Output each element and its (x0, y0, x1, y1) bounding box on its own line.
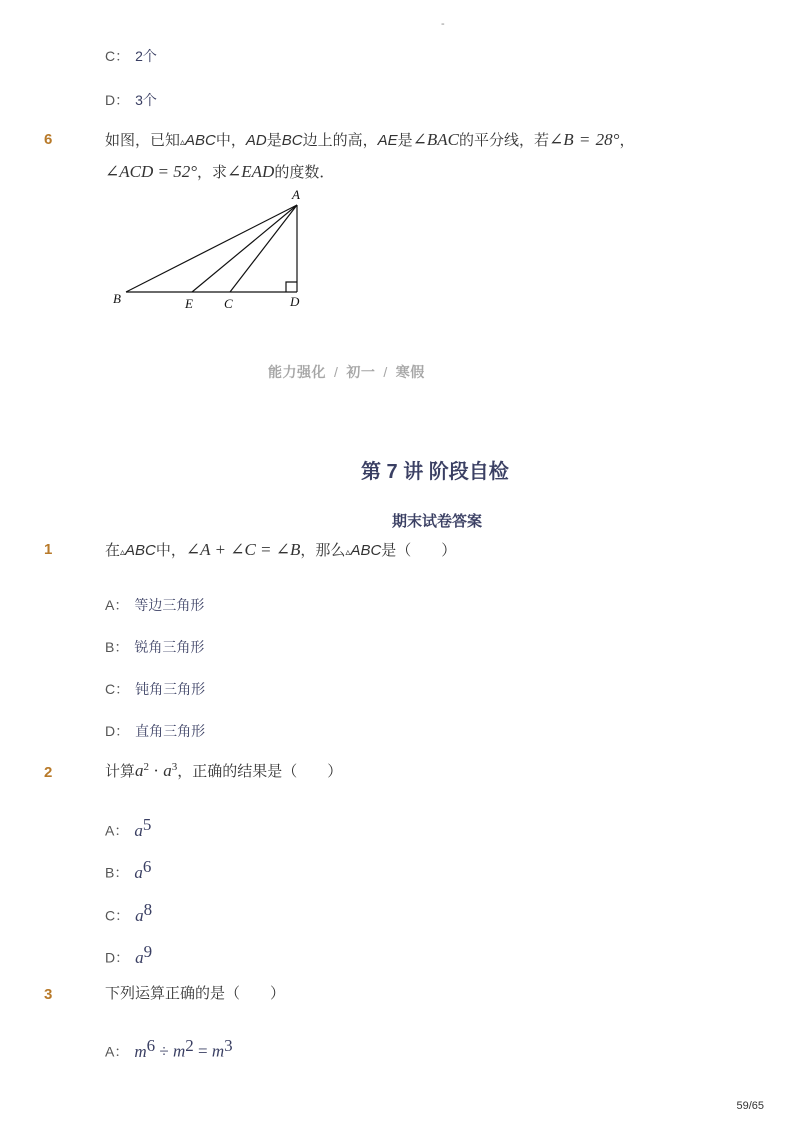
math-var: BC (281, 132, 303, 149)
math-var: AD (245, 132, 267, 149)
label-b: B (113, 291, 121, 306)
option-d (105, 721, 205, 741)
option-value: 2个 (135, 48, 157, 64)
text: 如图，已知 (105, 132, 181, 149)
option-key: A： (105, 1043, 129, 1060)
text: ， (619, 132, 635, 149)
text: 的度数． (274, 164, 335, 181)
math-expr: ∠BAC (412, 130, 460, 149)
label-d: D (290, 294, 300, 309)
option-key: A： (105, 597, 129, 613)
option-key: B： (105, 639, 129, 655)
question-6-line-1 (105, 131, 634, 148)
text: 是（ ） (381, 542, 457, 559)
option-c (105, 679, 205, 699)
math-var: m (172, 1041, 186, 1061)
exponent: 5 (142, 815, 152, 834)
math-var: ABC (350, 542, 382, 559)
question-number: 2 (44, 764, 53, 781)
math-expr: ∠ACD = 52° (105, 162, 198, 181)
text: 中， (215, 132, 246, 149)
exponent: 8 (143, 900, 153, 919)
text: 是 (397, 132, 413, 149)
triangle-symbol: ▵ (120, 547, 126, 558)
option-a (105, 595, 204, 615)
math-operator: = (193, 1041, 212, 1061)
option-value: 3个 (135, 92, 157, 108)
question-1-text (105, 541, 456, 558)
exponent: 9 (143, 942, 153, 961)
breadcrumb-item: 能力强化 (268, 364, 326, 380)
text: ，求 (197, 164, 228, 181)
text: 边上的高， (302, 132, 378, 149)
question-6-line-2 (105, 163, 334, 180)
option-key: D： (105, 92, 130, 108)
label-e: E (185, 296, 193, 311)
breadcrumb-separator: / (383, 364, 388, 380)
text: 是 (266, 132, 282, 149)
top-mark: - (441, 18, 445, 30)
option-key: D： (105, 723, 130, 739)
option-b (105, 637, 204, 657)
triangle-figure (110, 185, 320, 315)
triangle-symbol: ▵ (180, 137, 186, 148)
option-value: 直角三角形 (135, 723, 206, 739)
option-d (105, 942, 152, 968)
option-a (105, 1036, 233, 1062)
math-operator: · (149, 761, 164, 780)
math-expr: ∠B = 28° (549, 130, 620, 149)
question-2-text (105, 762, 342, 779)
exponent: 6 (142, 857, 152, 876)
question-number: 3 (44, 986, 53, 1003)
math-var: ABC (125, 542, 156, 559)
option-key: C： (105, 681, 130, 697)
option-b (105, 857, 151, 883)
option-key: D： (105, 949, 130, 966)
text: 计算 (105, 763, 136, 780)
math-var: a (135, 905, 144, 925)
math-expr: ∠A + ∠C = ∠B (185, 540, 301, 559)
text: 在 (105, 542, 121, 559)
option-key: A： (105, 822, 129, 839)
math-var: a (134, 862, 143, 882)
option-key: B： (105, 864, 129, 881)
breadcrumb-item: 初一 (346, 364, 376, 380)
option-value: 锐角三角形 (134, 639, 205, 655)
option-c-prev (105, 46, 157, 66)
page-number: 59/65 (736, 1100, 764, 1112)
option-value: 钝角三角形 (135, 681, 206, 697)
math-var: a (134, 820, 143, 840)
option-value: 等边三角形 (134, 597, 205, 613)
math-var: AE (377, 132, 398, 149)
question-3-text: 下列运算正确的是（ ） (105, 985, 286, 1002)
question-number: 6 (44, 131, 53, 148)
math-var: ABC (185, 132, 216, 149)
math-operator: ÷ (155, 1041, 173, 1061)
label-c: C (224, 296, 233, 311)
label-a: A (292, 187, 300, 202)
exponent: 3 (171, 761, 178, 773)
breadcrumb (268, 362, 425, 382)
question-number: 1 (44, 541, 53, 558)
section-title: 期末试卷答案 (392, 513, 483, 530)
math-var: a (163, 761, 172, 780)
breadcrumb-separator: / (334, 364, 339, 380)
math-var: a (135, 761, 144, 780)
triangle-symbol: ▵ (345, 547, 351, 558)
text: ，那么 (300, 542, 346, 559)
option-key: C： (105, 907, 130, 924)
lecture-title: 第 7 讲 阶段自检 (361, 461, 509, 483)
option-a (105, 815, 151, 841)
option-d-prev (105, 90, 157, 110)
option-key: C： (105, 48, 130, 64)
exponent: 2 (185, 1036, 194, 1055)
text: 中， (155, 542, 186, 559)
breadcrumb-item: 寒假 (395, 364, 425, 380)
option-c (105, 900, 152, 926)
text: 的平分线，若 (459, 132, 550, 149)
math-expr: ∠EAD (227, 162, 275, 181)
math-var: m (134, 1041, 147, 1061)
exponent: 3 (224, 1036, 233, 1055)
exponent: 2 (143, 761, 150, 773)
math-var: a (135, 947, 144, 967)
text: ，正确的结果是（ ） (177, 763, 343, 780)
exponent: 6 (146, 1036, 156, 1055)
math-var: m (211, 1041, 225, 1061)
